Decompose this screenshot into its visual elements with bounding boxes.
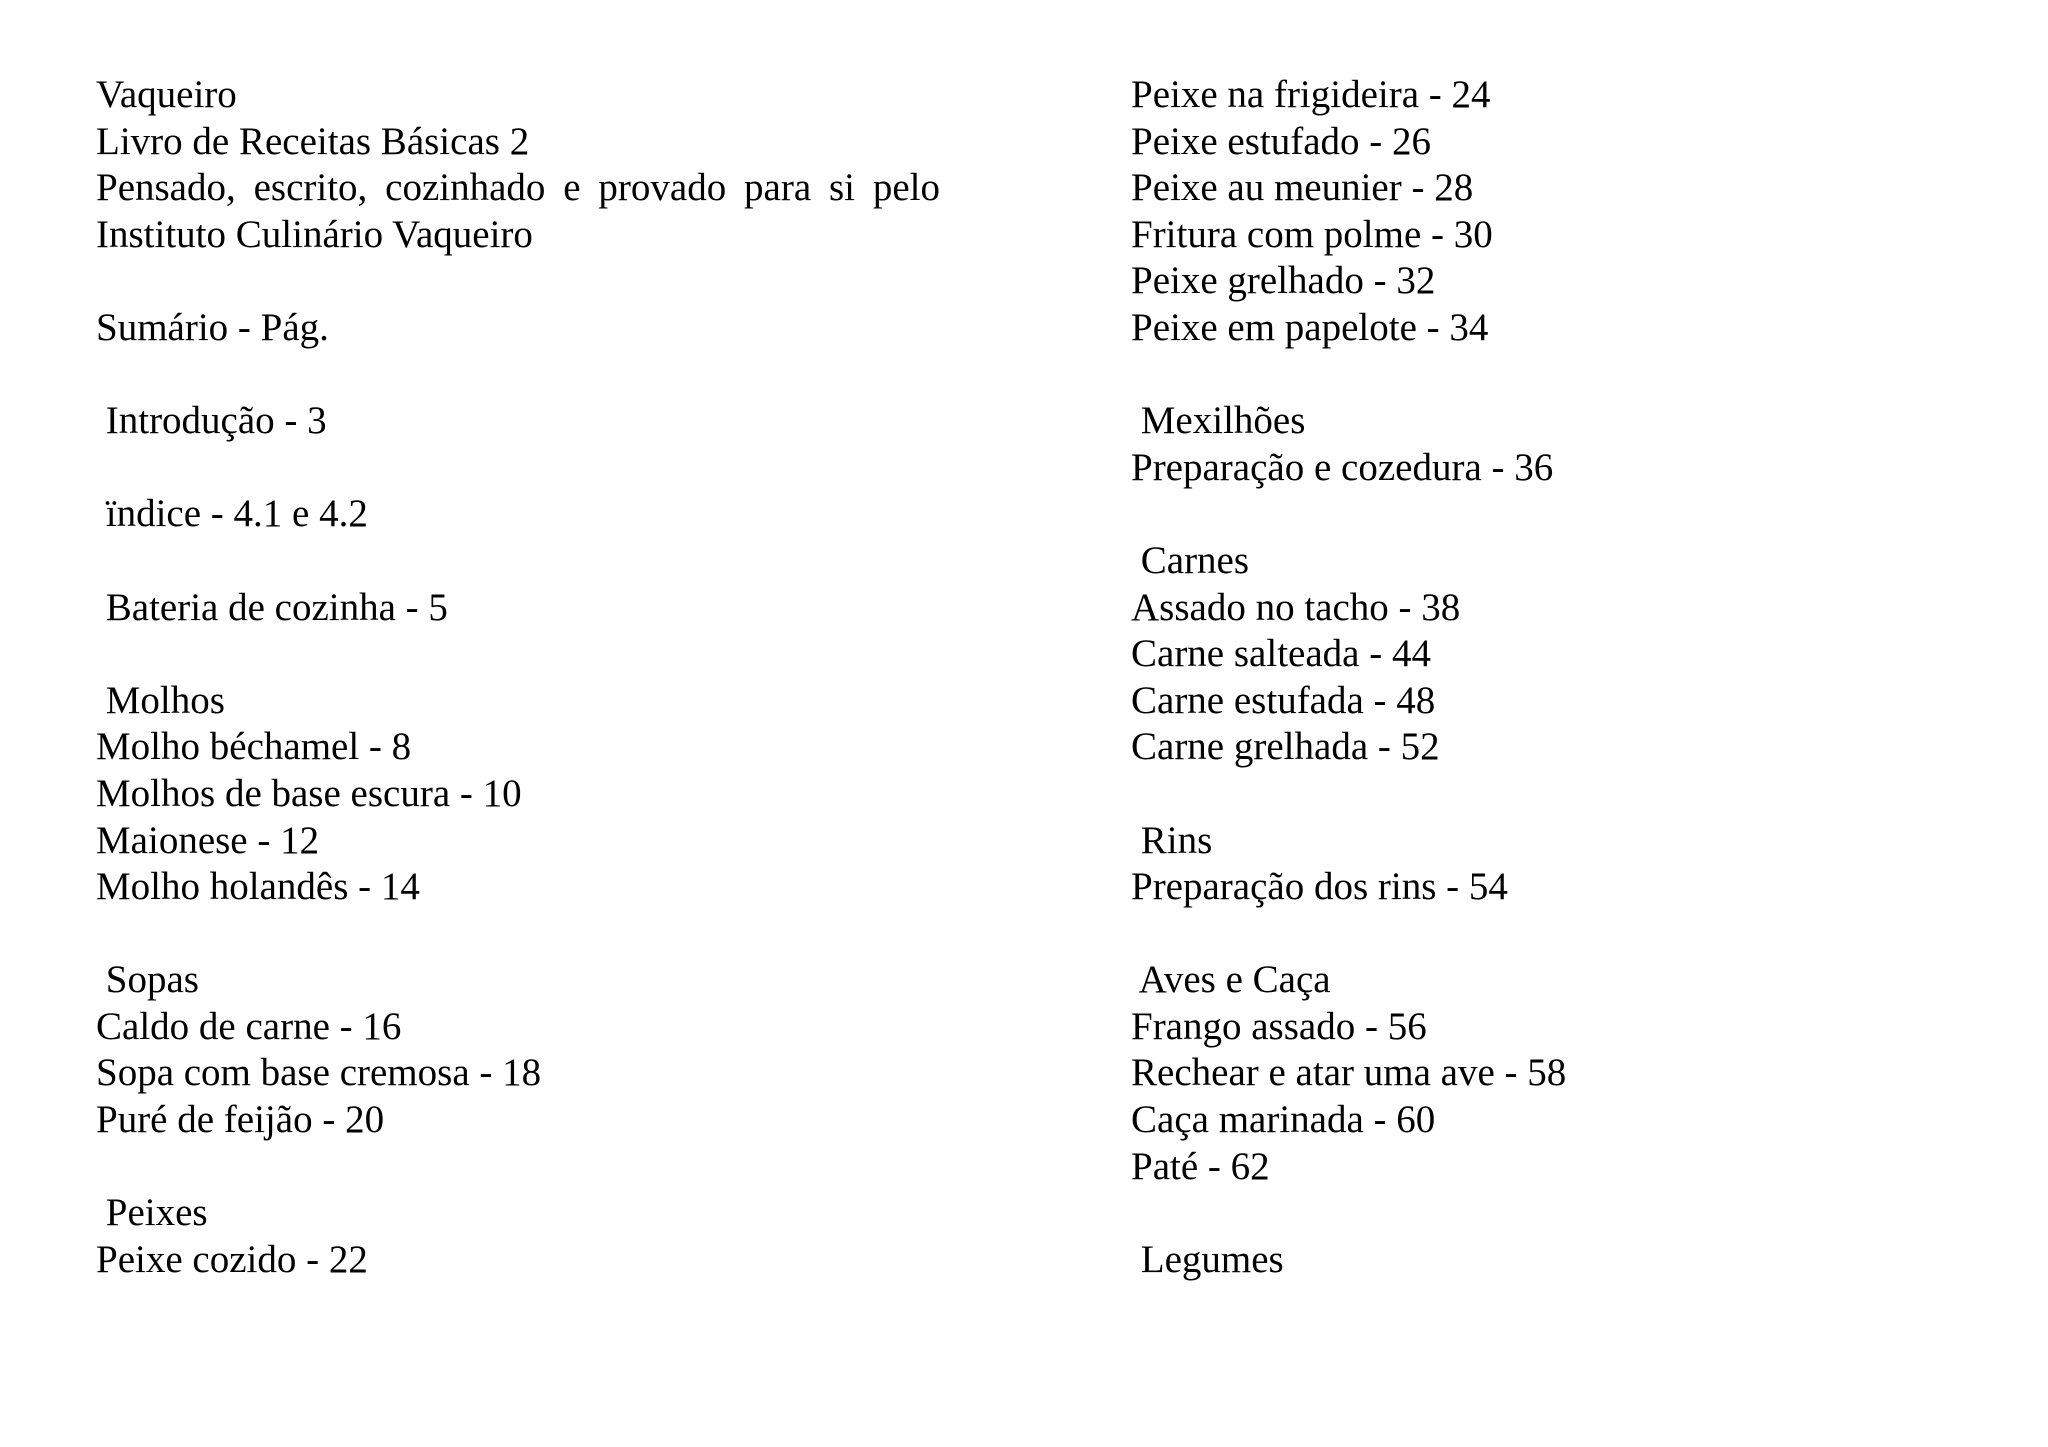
- left-column: [96, 72, 956, 1283]
- blank-line: [1131, 491, 1991, 538]
- toc-entry: Bateria de cozinha - 5: [96, 585, 448, 629]
- toc-entry: Carne grelhada - 52: [1131, 725, 1440, 769]
- toc-entry: Rechear e atar uma ave - 58: [1131, 1051, 1567, 1095]
- section-heading: Sopas: [96, 958, 199, 1002]
- section-heading: Molhos: [96, 678, 225, 722]
- toc-entry: Caça marinada - 60: [1131, 1098, 1436, 1142]
- toc-entry: Preparação dos rins - 54: [1131, 865, 1508, 909]
- blank-line: [1131, 911, 1991, 958]
- toc-entry: Puré de feijão - 20: [96, 1098, 385, 1142]
- section-heading: Peixes: [96, 1191, 208, 1235]
- toc-entry: Frango assado - 56: [1131, 1004, 1427, 1048]
- section-heading: Aves e Caça: [1131, 958, 1331, 1002]
- toc-entry: Peixe estufado - 26: [1131, 119, 1432, 163]
- document-subtitle: Livro de Receitas Básicas 2: [96, 119, 530, 163]
- blank-line: [96, 631, 956, 678]
- byline-text: Instituto Culinário Vaqueiro: [96, 212, 533, 256]
- toc-entry: Peixe na frigideira - 24: [1131, 73, 1491, 116]
- blank-line: [96, 538, 956, 585]
- toc-entry: Assado no tacho - 38: [1131, 585, 1461, 629]
- blank-line: [96, 911, 956, 958]
- toc-entry: Introdução - 3: [96, 399, 327, 443]
- contents-heading: Sumário - Pág.: [96, 305, 329, 349]
- toc-entry: Peixe grelhado - 32: [1131, 259, 1436, 303]
- toc-entry: Sopa com base cremosa - 18: [96, 1051, 542, 1095]
- toc-entry: Caldo de carne - 16: [96, 1004, 402, 1048]
- toc-entry: Molho béchamel - 8: [96, 725, 412, 769]
- blank-line: [1131, 1190, 1991, 1237]
- toc-entry: Carne salteada - 44: [1131, 632, 1431, 676]
- blank-line: [96, 1144, 956, 1191]
- toc-entry: ïndice - 4.1 e 4.2: [96, 492, 368, 536]
- toc-entry: Peixe cozido - 22: [96, 1237, 368, 1281]
- toc-entry: Fritura com polme - 30: [1131, 212, 1493, 256]
- section-heading: Carnes: [1131, 538, 1250, 582]
- toc-entry: Maionese - 12: [96, 818, 320, 862]
- blank-line: [96, 352, 956, 399]
- blank-line: [96, 258, 956, 305]
- toc-entry: Carne estufada - 48: [1131, 678, 1436, 722]
- toc-entry: Molho holandês - 14: [96, 865, 420, 909]
- toc-entry: Paté - 62: [1131, 1144, 1270, 1188]
- byline-text: Pensado, escrito, cozinhado e provado para si pelo: [96, 166, 940, 210]
- toc-entry: Peixe em papelote - 34: [1131, 305, 1489, 349]
- document-title: Vaqueiro: [96, 73, 237, 116]
- blank-line: [96, 445, 956, 492]
- toc-entry: Molhos de base escura - 10: [96, 771, 522, 815]
- section-heading: Mexilhões: [1131, 399, 1306, 443]
- section-heading: Rins: [1131, 818, 1213, 862]
- right-column: [1131, 72, 1991, 1283]
- toc-entry: Peixe au meunier - 28: [1131, 166, 1474, 210]
- blank-line: [1131, 352, 1991, 399]
- section-heading: Legumes: [1131, 1237, 1284, 1281]
- toc-entry: Preparação e cozedura - 36: [1131, 445, 1554, 489]
- blank-line: [1131, 771, 1991, 818]
